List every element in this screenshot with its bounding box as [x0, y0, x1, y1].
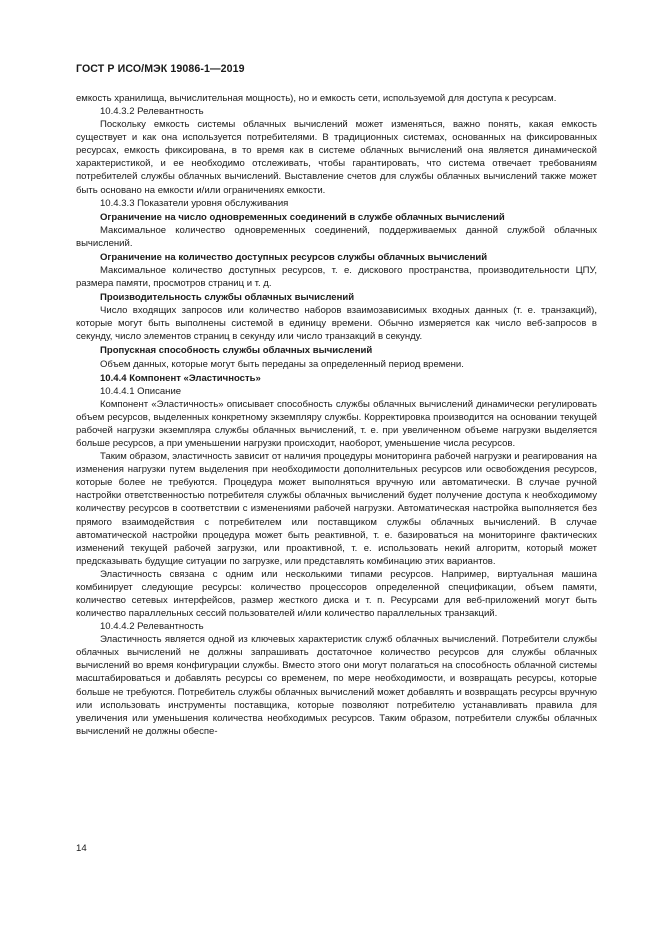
paragraph: Максимальное количество одновременных соединений, поддерживаемых данной службой облачных вычислений.	[76, 224, 597, 249]
paragraph: Таким образом, эластичность зависит от наличия процедуры мониторинга рабочей нагрузки и реагирования на изменения нагрузки путем выделения при необходимости дополнительных ресурсов или освобождения ресурсов, которые более не требуются. Процедура может выполняться вручную или автоматически. В случае ручной настройки ответственностью потребителя службы облачных вычислений будет получение доступа к необходимому количеству ресурсов в соответствии с изменениями рабочей нагрузки. Автоматическая настройка выполняется без прямого взаимодействия с потребителем или поставщиком службы облачных вычислений. В случае автоматической настройки процедура может быть реактивной, т. е. базироваться на мониторинге фактических изменений текущей рабочей загрузки, или проактивной, т. е. использовать некий алгоритм, который может предсказывать будущие ситуации по загрузке, или представлять комбинацию этих вариантов.	[76, 451, 597, 567]
subsection-heading: 10.4.4.1 Описание	[100, 385, 182, 397]
paragraph-continuation: емкость хранилища, вычислительная мощность), но и емкость сети, используемой для доступа к ресурсам.	[76, 93, 557, 104]
section-heading: 10.4.4 Компонент «Эластичность»	[100, 372, 261, 384]
paragraph: Компонент «Эластичность» описывает способность службы облачных вычислений динамически регулировать объем ресурсов, выделенных конкретному экземпляру службы. Корректировка производится на основании текущей рабочей нагрузки экземпляра службы облачных вычислений, т. е. при увеличенном объеме нагрузки выделяется больше ресурсов, а при уменьшении нагрузки происходит, наоборот, уменьшение числа ресурсов.	[76, 398, 597, 450]
metric-heading: Пропускная способность службы облачных вычислений	[100, 345, 373, 357]
metric-heading: Производительность службы облачных вычислений	[100, 292, 355, 304]
body-text	[76, 92, 597, 738]
paragraph: Эластичность является одной из ключевых характеристик служб облачных вычислений. Потребители службы облачных вычислений не должны запрашивать достаточное количество ресурсов для службы облачных вычислений во время конфигурации службы. Вместо этого они могут полагаться на способность облачной системы масштабироваться и добавлять ресурсы со временем, по мере необходимости, и возвращать ресурсы, которые больше не требуются. Потребитель службы облачных вычислений может добавлять и возвращать ресурсы вручную или использовать инструменты поставщика, которые позволяют потребителю устанавливать правила для увеличения или уменьшения количества необходимых ресурсов. Таким образом, потребители службы облачных вычислений не должны обеспе-	[76, 634, 597, 737]
subsection-heading: 10.4.4.2 Релевантность	[100, 621, 204, 633]
paragraph: Число входящих запросов или количество наборов взаимозависимых входных данных (т. е. транзакций), которые могут быть выполнены системой в единицу времени. Обычно измеряется как число веб-запросов в секунду, число элементов страниц в секунду или число транзакций в секунду.	[76, 305, 597, 343]
paragraph: Эластичность связана с одним или несколькими типами ресурсов. Например, виртуальная машина комбинирует следующие ресурсы: количество процессоров определенной спецификации, объем памяти, количество сетевых интерфейсов, размер жесткого диска и т. п. Ресурсами для веб-приложений могут быть количество параллельных сессий пользователей и/или количество параллельных транзакций.	[76, 568, 597, 620]
paragraph: Поскольку емкость системы облачных вычислений может изменяться, важно понять, какая емкость существует и как она используется потребителями. В традиционных системах, основанных на фиксированных ресурсах, емкость фиксирована, в то время как в системе облачных вычислений она является динамической характеристикой, и ее необходимо отслеживать, чтобы гарантировать, что система отвечает требованиям потребителей службы облачных вычислений. Выставление счетов для службы облачных вычислений также может быть основано на емкости и/или ограничениях емкости.	[76, 119, 597, 196]
page-number: 14	[76, 843, 87, 854]
metric-heading: Ограничение на количество доступных ресурсов службы облачных вычислений	[100, 251, 488, 263]
metric-heading: Ограничение на число одновременных соединений в службе облачных вычислений	[100, 211, 505, 223]
subsection-heading: 10.4.3.3 Показатели уровня обслуживания	[100, 197, 289, 209]
paragraph: Максимальное количество доступных ресурсов, т. е. дискового пространства, производительности ЦПУ, размера памяти, просмотров страниц и т. д.	[76, 265, 597, 290]
subsection-heading: 10.4.3.2 Релевантность	[100, 106, 204, 118]
paragraph: Объем данных, которые могут быть переданы за определенный период времени.	[100, 358, 464, 370]
standard-header: ГОСТ Р ИСО/МЭК 19086-1—2019	[76, 63, 245, 75]
